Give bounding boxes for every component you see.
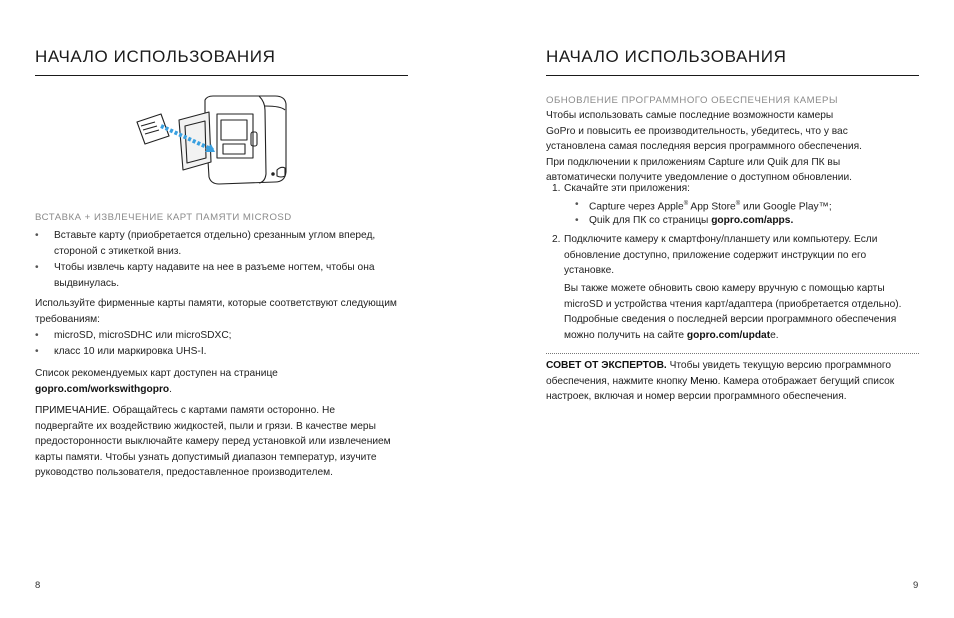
bullet-icon: • <box>575 199 579 210</box>
section-subheading: ВСТАВКА + ИЗВЛЕЧЕНИЕ КАРТ ПАМЯТИ MICROSD <box>35 212 292 223</box>
list-item: • microSD, microSDHC или microSDXC; <box>35 328 415 344</box>
page-number: 9 <box>913 580 919 591</box>
step-number: 2. <box>552 234 561 245</box>
bullet-icon: • <box>35 346 39 357</box>
pro-tip-paragraph: СОВЕТ ОТ ЭКСПЕРТОВ. Чтобы увидеть текущую версию программного обеспечения, нажмите кнопку Меню. Камера отображает бегущий список настроек, включая и номер версии программного обеспечения. <box>546 360 895 403</box>
workswithgopro-link[interactable]: gopro.com/workswithgopro <box>35 383 170 395</box>
list-item: • класс 10 или маркировка UHS-I. <box>35 344 415 360</box>
page-number: 8 <box>35 580 41 591</box>
list-item: 1. Скачайте эти приложения: <box>552 181 912 197</box>
bullet-icon: • <box>575 215 579 226</box>
section-subheading: ОБНОВЛЕНИЕ ПРОГРАММНОГО ОБЕСПЕЧЕНИЯ КАМЕРЫ <box>546 95 838 106</box>
update-link[interactable]: gopro.com/updat <box>686 329 771 341</box>
bullet-icon: • <box>35 330 39 341</box>
list-item: • Capture через Apple® App Store® или Google Play™; <box>575 199 832 213</box>
manual-update-paragraph: Вы также можете обновить свою камеру вручную с помощью карты microSD и устройства чтения карт/адаптера (приобретается отдельно). Подробные сведения о последней версии программного обеспечения можно получить на сайте gopro.com/update. <box>564 283 902 341</box>
list-item: • Вставьте карту (приобретается отдельно) срезанным углом вперед, стороной с этикеткой вниз. <box>35 230 376 257</box>
menu-term: Меню <box>690 375 718 387</box>
recommended-cards-paragraph: Список рекомендуемых карт доступен на странице gopro.com/workswithgopro. <box>35 368 278 395</box>
pro-tip-label: СОВЕТ ОТ ЭКСПЕРТОВ. <box>546 360 667 371</box>
bullet-icon: • <box>35 262 39 273</box>
intro-paragraph: Чтобы использовать самые последние возможности камеры GoPro и повысить ее производительность, убедитесь, что у вас установлена самая последняя версия программного обеспечения. При подключении к приложениям Capture или Quik для ПК вы автоматически получите уведомление о доступном обновлении. <box>546 110 862 184</box>
title-rule <box>35 75 408 76</box>
step-number: 1. <box>552 183 561 194</box>
requirements-paragraph: Используйте фирменные карты памяти, которые соответствуют следующим требованиям: <box>35 298 397 325</box>
note-label: ПРИМЕЧАНИЕ. <box>35 405 110 416</box>
camera-sd-illustration <box>135 92 295 192</box>
apps-link[interactable]: gopro.com/apps. <box>711 215 794 226</box>
divider <box>546 353 919 354</box>
note-paragraph: ПРИМЕЧАНИЕ. Обращайтесь с картами памяти осторонно. Не подвергайте их воздействию жидкостей, пыли и грязи. В качестве меры предосторонности выключайте камеру перед установкой или извлечением карты памяти. Чтобы узнать допустимый диапазон температур, изучите руководство пользователя, предоставленное производителем. <box>35 405 391 479</box>
list-item: • Чтобы извлечь карту надавите на нее в разъеме ногтем, чтобы она выдвинулась. <box>35 262 375 289</box>
right-page <box>477 0 954 618</box>
list-item: 2. Подключите камеру к смартфону/планшету или компьютеру. Если обновление доступно, приложение содержит инструкции по его установке. <box>552 234 878 277</box>
bullet-icon: • <box>35 230 39 241</box>
page-title: НАЧАЛО ИСПОЛЬЗОВАНИЯ <box>546 47 787 66</box>
title-rule <box>546 75 919 76</box>
list-item: • Quik для ПК со страницы gopro.com/apps. <box>575 213 915 229</box>
page-title: НАЧАЛО ИСПОЛЬЗОВАНИЯ <box>35 47 276 66</box>
microsd-card <box>137 114 169 144</box>
